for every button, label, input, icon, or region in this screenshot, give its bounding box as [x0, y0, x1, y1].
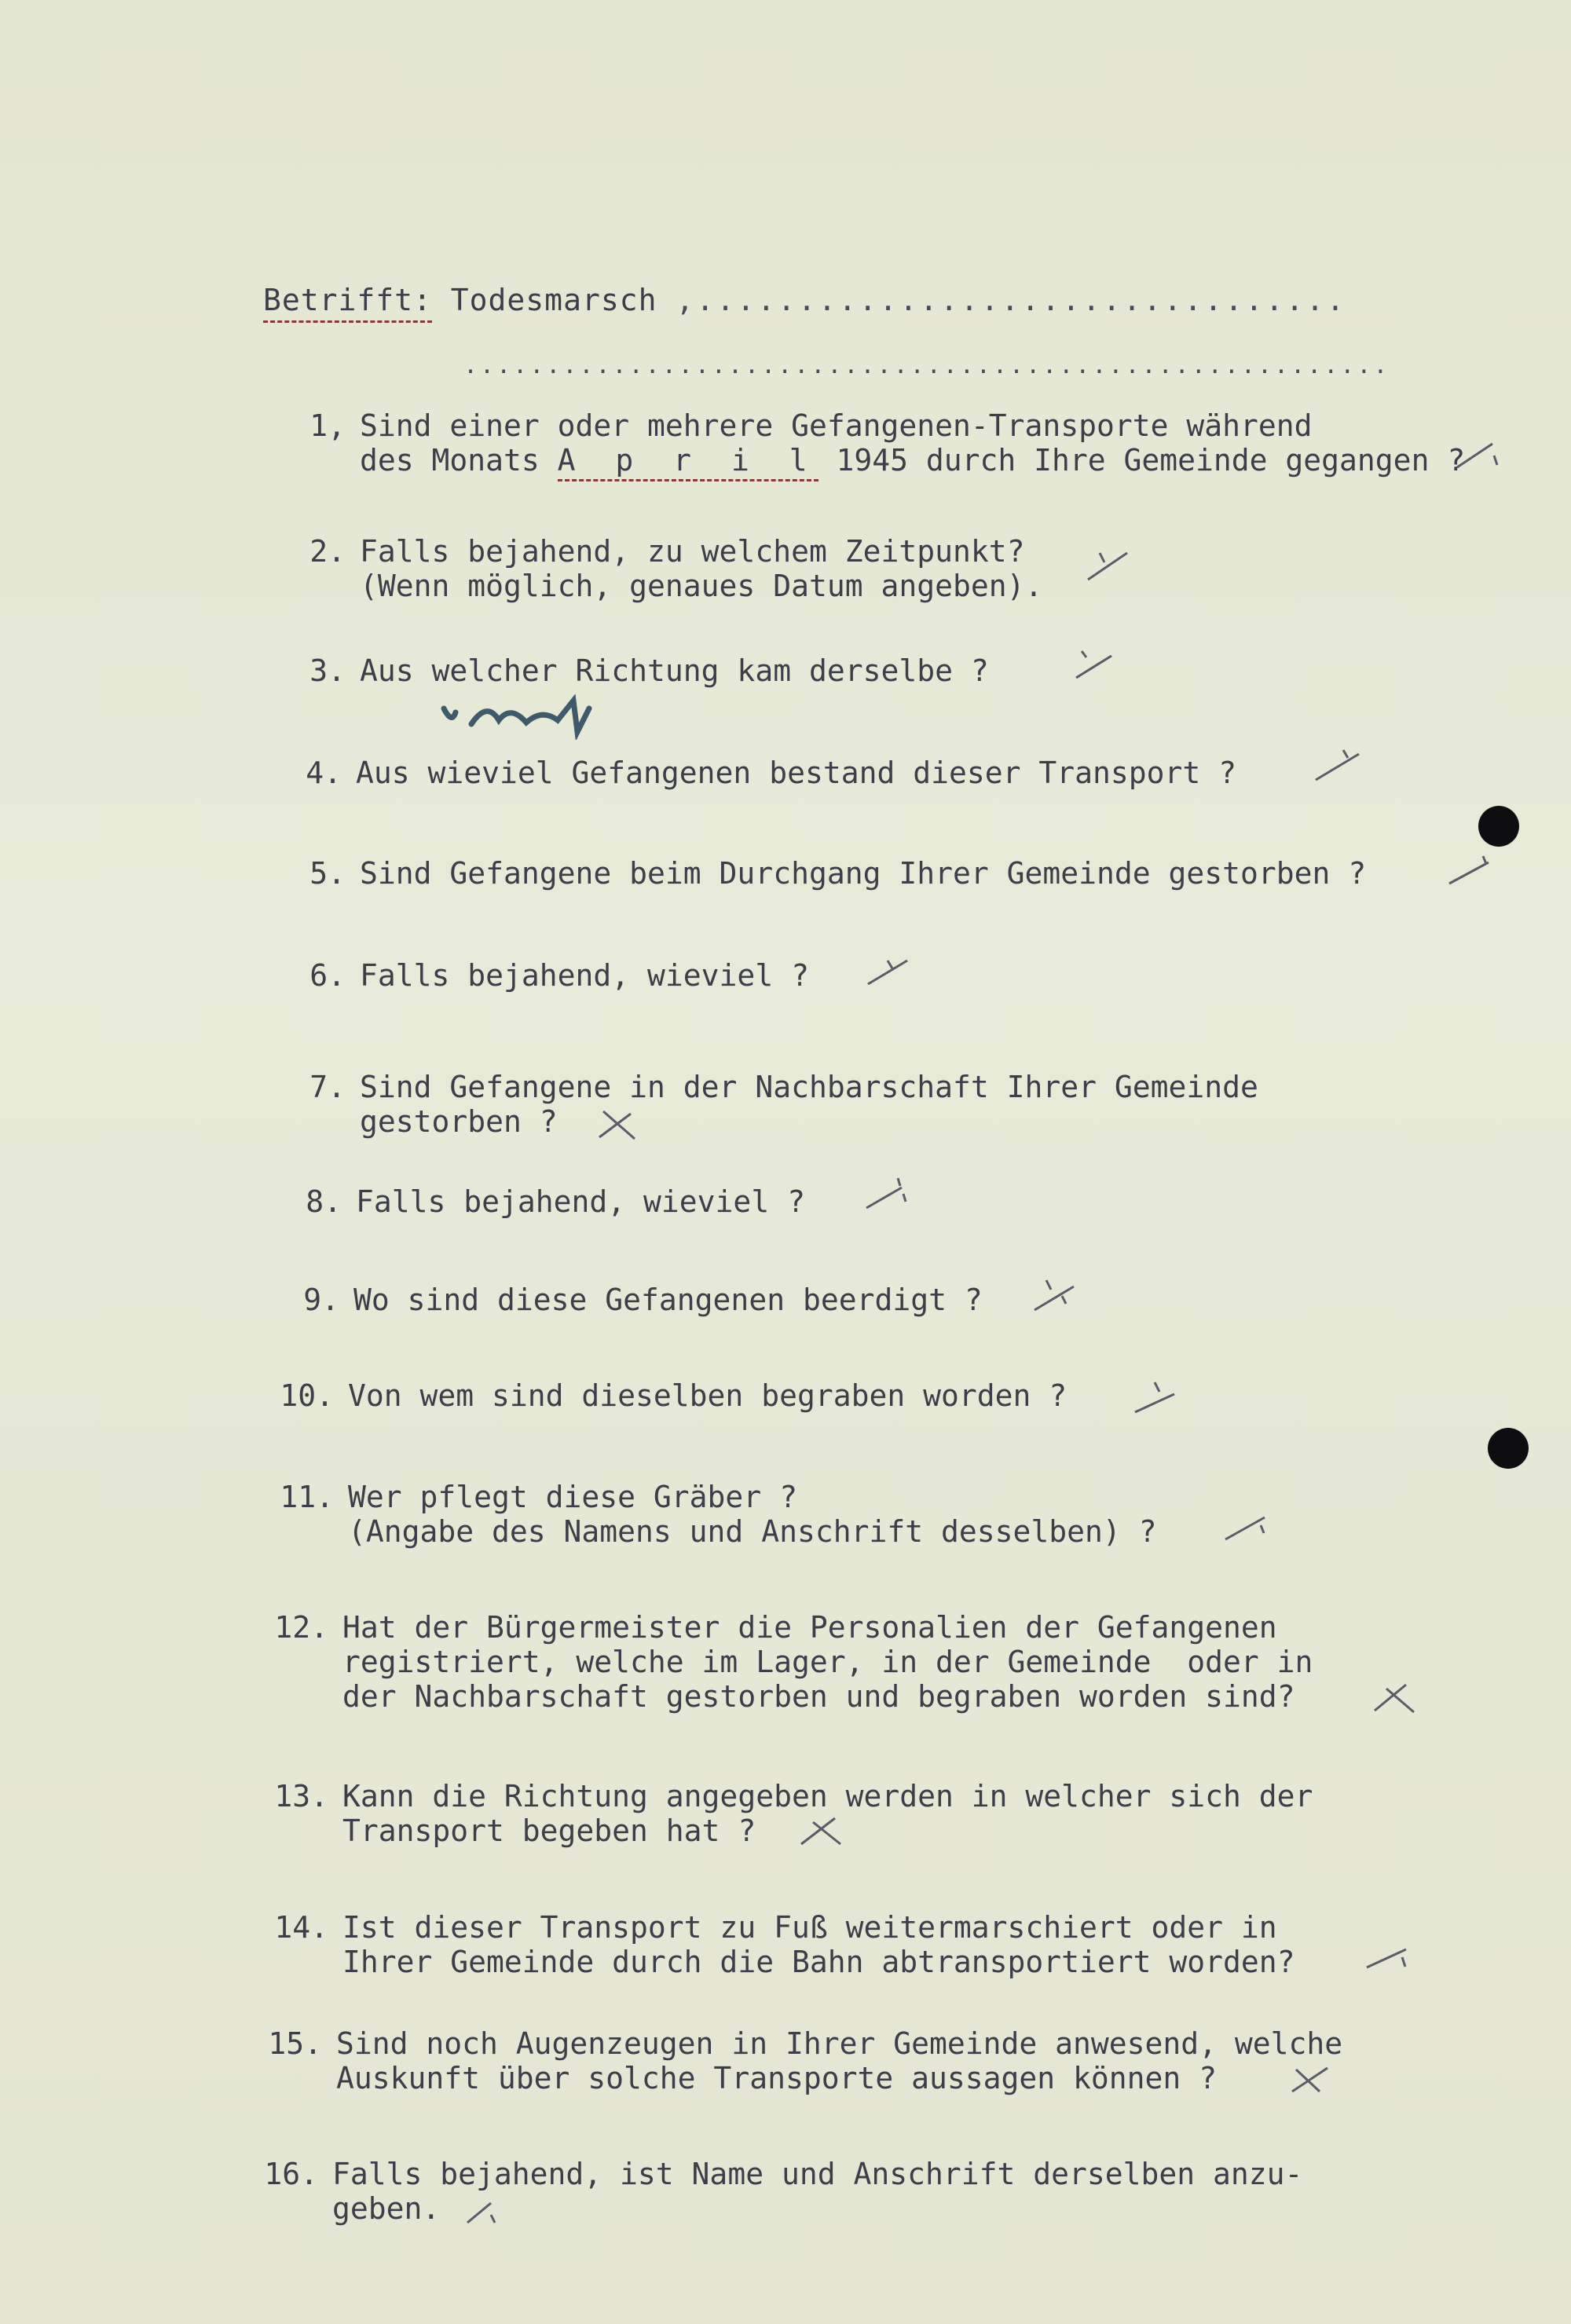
question-number: 8. — [306, 1184, 342, 1219]
pencil-check-mark — [864, 954, 911, 986]
pencil-check-mark — [1221, 1510, 1269, 1541]
question-line: geben. — [332, 2191, 441, 2226]
question-number: 5. — [309, 856, 346, 891]
pencil-check-mark — [862, 1178, 910, 1210]
question-line: Wer pflegt diese Gräber ? — [348, 1480, 797, 1514]
pencil-check-mark — [1445, 856, 1492, 888]
question-number: 1, — [309, 408, 346, 443]
question-line: Hat der Bürgermeister die Personalien der Gefangenen — [342, 1610, 1277, 1645]
pencil-check-mark — [595, 1107, 643, 1139]
punch-hole — [1478, 806, 1519, 847]
question-line: Falls bejahend, wieviel ? — [360, 958, 809, 993]
question-line: registriert, welche im Lager, in der Gemeinde oder in — [342, 1645, 1313, 1679]
question-number: 6. — [309, 958, 346, 993]
pencil-check-mark — [1031, 1280, 1078, 1312]
question-number: 16. — [264, 2157, 318, 2191]
question-number: 15. — [268, 2026, 322, 2061]
question-number: 14. — [274, 1910, 328, 1945]
pencil-check-mark — [1072, 648, 1119, 679]
question-number: 3. — [309, 653, 346, 688]
question-line: Ist dieser Transport zu Fuß weitermarschiert oder in — [342, 1910, 1277, 1945]
question-number: 7. — [309, 1070, 346, 1104]
question-line: Wo sind diese Gefangenen beerdigt ? — [353, 1283, 983, 1317]
pencil-check-mark — [1312, 750, 1359, 781]
question-number: 12. — [274, 1610, 328, 1645]
question-number: 9. — [303, 1283, 339, 1317]
question-line: Aus welcher Richtung kam derselbe ? — [360, 653, 989, 688]
question-number: 2. — [309, 534, 346, 569]
question-line: Von wem sind dieselben begraben worden ? — [348, 1378, 1067, 1413]
question-number: 4. — [306, 756, 342, 790]
question-line: (Angabe des Namens und Anschrift desselben) ? — [348, 1514, 1157, 1549]
question-line: (Wenn möglich, genaues Datum angeben). — [360, 569, 1043, 603]
pencil-check-mark — [1363, 1940, 1410, 1971]
question-number: 13. — [274, 1779, 328, 1813]
question-line: Transport begeben hat ? — [342, 1813, 756, 1848]
subject-text: Todesmarsch — [450, 283, 657, 317]
question-line: Ihrer Gemeinde durch die Bahn abtransportiert worden? — [342, 1945, 1295, 1979]
question-line: Falls bejahend, zu welchem Zeitpunkt? — [360, 534, 1025, 569]
question-line: des Monats A p r i l 1945 durch Ihre Gemeinde gegangen ? — [360, 443, 1465, 478]
question-16 — [255, 2157, 1303, 2324]
dotted-line: ........................................................ — [463, 352, 1390, 379]
question-line: Aus wieviel Gefangenen bestand dieser Transport ? — [356, 756, 1237, 790]
question-line: Kann die Richtung angegeben werden in welcher sich der — [342, 1779, 1313, 1813]
pencil-check-mark — [1371, 1681, 1418, 1712]
question-number: 11. — [280, 1480, 334, 1514]
handwritten-scribble — [440, 693, 621, 740]
pencil-check-mark — [1453, 440, 1500, 471]
question-line: Falls bejahend, wieviel ? — [356, 1184, 805, 1219]
question-line: Falls bejahend, ist Name und Anschrift derselben anzu- — [332, 2157, 1303, 2191]
question-number: 10. — [280, 1378, 334, 1413]
subject-dots: ,................................ — [676, 283, 1347, 317]
pencil-check-mark — [1084, 550, 1131, 581]
pencil-check-mark — [463, 2195, 511, 2227]
question-line: Sind Gefangene in der Nachbarschaft Ihrer Gemeinde — [360, 1070, 1258, 1104]
question-line: der Nachbarschaft gestorben und begraben worden sind? — [342, 1679, 1295, 1714]
question-line: Auskunft über solche Transporte aussagen können ? — [336, 2061, 1218, 2095]
question-line: Sind noch Augenzeugen in Ihrer Gemeinde anwesend, welche — [336, 2026, 1343, 2061]
pencil-check-mark — [1288, 2062, 1335, 2093]
question-line: Sind Gefangene beim Durchgang Ihrer Gemeinde gestorben ? — [360, 856, 1367, 891]
month-emphasis: A p r i l — [558, 443, 818, 481]
pencil-check-mark — [797, 1814, 844, 1846]
subject-label: Betrifft: — [263, 283, 432, 323]
punch-hole — [1488, 1428, 1529, 1469]
question-line: Sind einer oder mehrere Gefangenen-Transporte während — [360, 408, 1313, 443]
pencil-check-mark — [1131, 1382, 1178, 1414]
subject-line — [263, 283, 1346, 317]
question-line: gestorben ? — [360, 1104, 558, 1139]
